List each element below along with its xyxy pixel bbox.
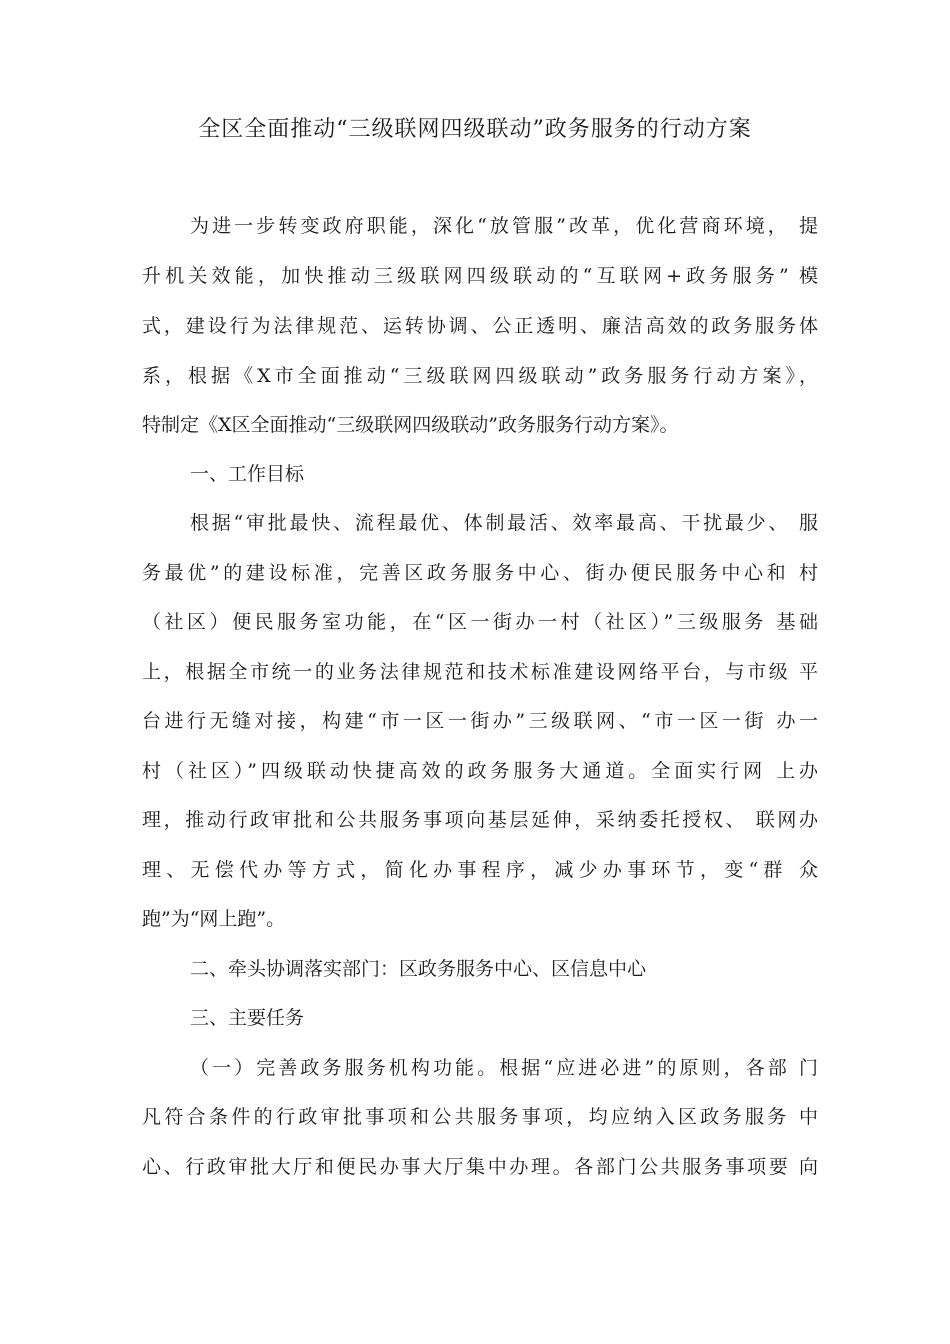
- paragraph-line: 根据“审批最快、流程最优、体制最活、效率最高、干扰最少、 服: [190, 512, 818, 534]
- paragraph-line: （社区）便民服务室功能，在“区一街办一村（社区）”三级服务 基础: [142, 611, 818, 633]
- paragraph-line: 理、无偿代办等方式，简化办事程序，减少办事环节，变“群 众: [142, 859, 818, 881]
- paragraph-line: 升机关效能，加快推动三级联网四级联动的“互联网+政务服务” 模: [142, 265, 818, 287]
- paragraph-line: 为进一步转变政府职能，深化“放管服”改革，优化营商环境， 提: [190, 215, 818, 237]
- paragraph-line: 跑”为“网上跑”。: [142, 908, 286, 930]
- section-heading: 二、牵头协调落实部门：区政务服务中心、区信息中心: [190, 958, 647, 980]
- paragraph-line: 心、行政审批大厅和便民办事大厅集中办理。各部门公共服务事项要 向: [142, 1156, 818, 1178]
- paragraph-line: 特制定《X区全面推动“三级联网四级联动”政务服务行动方案》。: [142, 414, 679, 436]
- paragraph-line: 台进行无缝对接，构建“市一区一街办”三级联网、“市一区一街 办一: [142, 710, 818, 732]
- paragraph-line: 村（社区）”四级联动快捷高效的政务服务大通道。全面实行网 上办: [142, 760, 818, 782]
- paragraph-line: 系，根据《X市全面推动“三级联网四级联动”政务服务行动方案》，: [142, 365, 818, 387]
- section-heading: 一、工作目标: [190, 463, 305, 485]
- paragraph-line: 上，根据全市统一的业务法律规范和技术标准建设网络平台，与市级 平: [142, 661, 818, 683]
- paragraph-line: （一）完善政务服务机构功能。根据“应进必进”的原则，各部 门: [190, 1057, 818, 1079]
- paragraph-line: 理，推动行政审批和公共服务事项向基层延伸，采纳委托授权、 联网办: [142, 809, 818, 831]
- paragraph-line: 凡符合条件的行政审批事项和公共服务事项，均应纳入区政务服务 中: [142, 1106, 818, 1128]
- document-title: 全区全面推动“三级联网四级联动”政务服务的行动方案: [198, 117, 752, 142]
- paragraph-line: 式，建设行为法律规范、运转协调、公正透明、廉洁高效的政务服务体: [142, 315, 818, 337]
- section-heading: 三、主要任务: [190, 1007, 305, 1029]
- paragraph-line: 务最优”的建设标准，完善区政务服务中心、街办便民服务中心和 村: [142, 562, 818, 584]
